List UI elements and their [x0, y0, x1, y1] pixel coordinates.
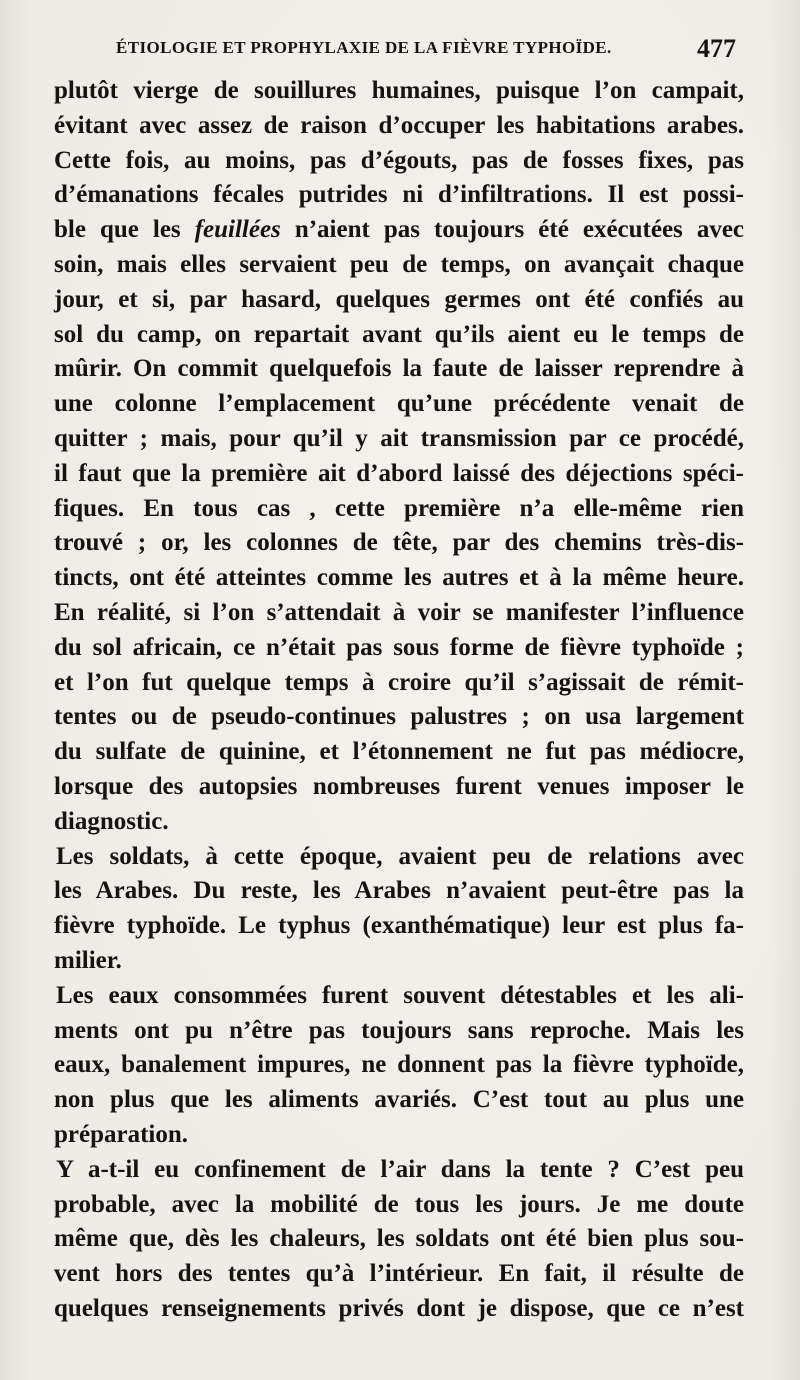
text-line: diagnostic. [54, 807, 169, 835]
text-fragment: n’aient pas toujours été exécutées avec [294, 216, 745, 244]
text-line [54, 213, 744, 248]
page-header [116, 34, 736, 70]
text-line: même que, dès les chaleurs, les soldats ont été bien plus sou- [54, 1225, 744, 1253]
text-line: sol du camp, on repartait avant qu’ils aient eu le temps de [54, 320, 744, 348]
text-line: soin, mais elles servaient peu de temps, on avançait chaque [54, 250, 744, 278]
text-line: non plus que les aliments avariés. C’est tout au plus une [54, 1086, 744, 1114]
text-line: les Arabes. Du reste, les Arabes n’avaient peut-être pas la [54, 877, 744, 905]
text-line: et l’on fut quelque temps à croire qu’il s’agissait de rémit- [54, 668, 744, 696]
text-line: Y a-t-il eu confinement de l’air dans la tente ? C’est peu [56, 1155, 744, 1183]
text-line: d’émanations fécales putrides ni d’infiltrations. Il est possi- [54, 181, 744, 209]
text-line: En réalité, si l’on s’attendait à voir se manifester l’influence [54, 598, 744, 626]
text-line: il faut que la première ait d’abord laissé des déjections spéci- [54, 459, 744, 487]
text-line: probable, avec la mobilité de tous les jours. Je me doute [54, 1190, 744, 1218]
text-line: quitter ; mais, pour qu’il y ait transmission par ce procédé, [54, 424, 744, 452]
text-line: vent hors des tentes qu’à l’intérieur. En fait, il résulte de [54, 1260, 744, 1288]
text-line: une colonne l’emplacement qu’une précédente venait de [54, 390, 744, 418]
text-line: eaux, banalement impures, ne donnent pas la fièvre typhoïde, [54, 1051, 744, 1079]
text-line: jour, et si, par hasard, quelques germes ont été confiés au [54, 285, 744, 313]
body-text [54, 74, 744, 1327]
page-number: 477 [697, 34, 736, 63]
text-fragment: ble que les [54, 216, 181, 244]
text-line: lorsque des autopsies nombreuses furent venues imposer le [54, 772, 744, 800]
running-title: ÉTIOLOGIE ET PROPHYLAXIE DE LA FIÈVRE TYPHOÏDE. [116, 38, 612, 57]
text-line: préparation. [54, 1120, 189, 1148]
text-line: Les soldats, à cette époque, avaient peu de relations avec [56, 842, 744, 870]
text-line: ments ont pu n’être pas toujours sans reproche. Mais les [54, 1016, 744, 1044]
text-line: Les eaux consommées furent souvent détestables et les ali- [56, 981, 744, 1009]
text-line: du sol africain, ce n’était pas sous forme de fièvre typhoïde ; [54, 633, 744, 661]
text-line: évitant avec assez de raison d’occuper les habitations arabes. [54, 111, 744, 139]
text-line: Cette fois, au moins, pas d’égouts, pas de fosses fixes, pas [54, 146, 744, 174]
text-line: milier. [54, 946, 122, 974]
text-line: plutôt vierge de souillures humaines, puisque l’on campait, [54, 77, 744, 104]
text-line: fièvre typhoïde. Le typhus (exanthématique) leur est plus fa- [54, 912, 744, 940]
text-line: quelques renseignements privés dont je dispose, que ce n’est [54, 1294, 744, 1322]
text-line: du sulfate de quinine, et l’étonnement ne fut pas médiocre, [54, 738, 744, 766]
italic-term: feuillées [194, 216, 281, 244]
text-line: mûrir. On commit quelquefois la faute de laisser reprendre à [54, 355, 744, 383]
text-line: tentes ou de pseudo-continues palustres ; on usa largement [54, 703, 744, 731]
text-line: fiques. En tous cas , cette première n’a elle-même rien [54, 494, 744, 522]
text-line: trouvé ; or, les colonnes de tête, par des chemins très-dis- [54, 529, 744, 557]
text-line: tincts, ont été atteintes comme les autres et à la même heure. [54, 564, 744, 592]
